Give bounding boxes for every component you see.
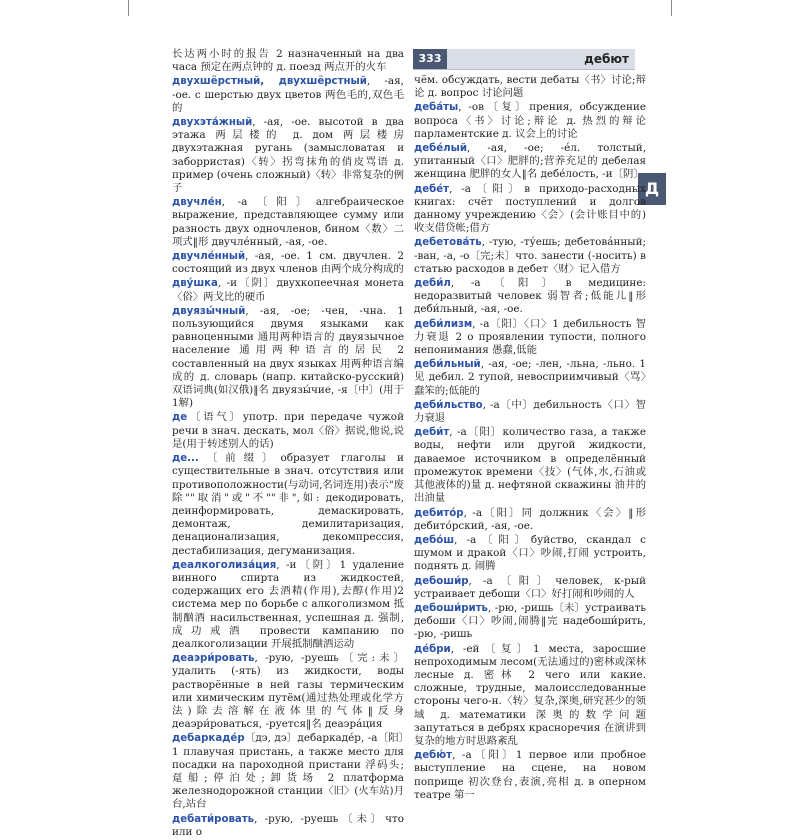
entry-headword: дебаркаде́р <box>172 733 245 745</box>
entry-headword: дву́шка <box>172 278 218 290</box>
dictionary-entry <box>414 426 646 505</box>
dictionary-entry <box>414 277 646 317</box>
entry-definition: , -ая, -ое. высотой в два этажа 两层楼的 д. дом 两层楼房 двухэтажная ругань (замысловатая и заборристая)〈转〉拐弯抹角的俏皮骂语 д. пример (очень сложный)〈转〉非常复杂的例子 <box>172 116 404 195</box>
entry-headword: двухэта́жный <box>172 117 253 129</box>
entry-definition: , -а〔阳〕〈口〉1 дебильность 智力衰退 2 о проявлении тупости, полного непонимания 愚蠢,低能 <box>414 317 646 357</box>
entry-headword: дебю́т <box>414 750 453 762</box>
entry-definition: , -ая, -ое. 1 см. двучлен. 2 состоящий из двух членов 由两个成分构成的 <box>172 250 404 276</box>
entry-headword: де <box>172 412 188 424</box>
entry-headword: двучле́н <box>172 197 222 209</box>
entry-definition: чём. обсуждать, вести дебаты〈书〉讨论;辩论 д. вопрос 讨论问题 <box>414 74 646 100</box>
entry-headword: деби́т <box>414 427 450 439</box>
thumb-index-letter: Д <box>638 173 666 205</box>
entry-definition: , -рую, -руешь〔完:未〕удалить (-ять) из жидкости, воды растворённые в ней газы термическим или химическим путём(通过热处理或化学方法)除去溶解在液体里的气体‖反身 деаэри́роваться, -руется‖名 деаэра́ция <box>172 652 404 731</box>
dictionary-entry <box>172 559 404 651</box>
entry-definition: , -а〔阳〕1 первое или пробное выступление на сцене, на новом поприще 初次登台,表演,亮相 д. в оперном театре 第一 <box>414 749 646 801</box>
right-column <box>414 74 646 803</box>
entry-definition: , -тую, -ту́ешь; дебетова́нный; -ван, -а, -о〔完;未〕что. занести (-носить) в статью расходов в дебет〈财〉记入借方 <box>414 236 646 275</box>
dictionary-entry <box>414 575 646 601</box>
entry-definition: , -ей〔复〕1 места, заросшие непроходимым лесом(无法通过的)密林或深林 лесные д. 密林 2 чего или какие. сложные, трудные, малоисследованные стороны чего-н.〈转〉复杂,深奥,研究甚少的领域 д. математики 深奥的数学问题 запутаться в дебрях красноречия 在演讲到复杂的地方时思路紊乱 <box>414 642 646 747</box>
dictionary-entry <box>172 75 404 115</box>
dictionary-entry <box>414 749 646 802</box>
entry-definition: 〔дэ, дэ〕дебаркаде́р, -а〔阳〕1 плавучая пристань, а также место для посадки на пароходной пристани 浮码头;趸船;停泊处;卸货场 2 платформа железнодорожной станции〈旧〉(火车站)月台,站台 <box>172 732 404 811</box>
dictionary-entry <box>172 116 404 195</box>
dictionary-entry <box>414 643 646 749</box>
dictionary-entry <box>172 452 404 558</box>
entry-definition: , -ая, -ое; -лен, -льна, -льно. 1 见 дебил. 2 тупой, невосприимчивый〈骂〉蠢笨的;低能的 <box>414 358 646 397</box>
dictionary-entry <box>414 358 646 398</box>
entry-headword: деби́л <box>414 278 451 290</box>
dictionary-entry <box>414 101 646 141</box>
entry-definition: 长达两小时的报告 2 назначенный на два часа 预定在两点钟的 д. поезд 两点开的火车 <box>172 48 404 74</box>
entry-definition: , -а〔阳〕в медицине: недоразвитый человек 弱智者;低能儿‖形 деби́льный, -ая, -ое. <box>414 277 646 316</box>
entry-headword: деба́ты <box>414 102 459 114</box>
dictionary-entry <box>414 183 646 236</box>
dictionary-entry <box>414 142 646 182</box>
entry-definition: , -рю, -ришь〔未〕устраивать дебоши〈口〉吵闹,闹腾‖完 надебоши́рить, -рю, -ришь <box>414 601 646 641</box>
dictionary-entry <box>172 411 404 451</box>
crop-mark-top-right <box>671 0 672 16</box>
crop-mark-top-left <box>128 0 129 16</box>
entry-definition: 〔前缀〕образует глаголы и существительные в знач. отсутствия или противоположности(与动词,名词连用)表示"废除""取消"或"不""非",如: декодировать, деинформировать, демаскировать, демонтаж, демилитаризация, денационализация, декомпрессия, дестабилизация, дегуманизация. <box>172 452 404 557</box>
entry-headword: дебоши́р <box>414 575 469 587</box>
entry-definition: , -и〔阴〕двухкопеечная монета〈俗〉两戈比的硬币 <box>172 277 404 303</box>
entry-definition: , -а〔阳〕количество газа, а также воды, нефти или другой жидкости, даваемое источником в определённый промежуток времени〈技〉(气体,水,石油或其他液体的)量 д. нефтяной скважины 油井的出油量 <box>414 426 646 505</box>
entry-headword: двухшёрстный, двухшёрстный <box>172 76 367 88</box>
entry-definition: , -ая, -ое. с шерстью двух цветов 两色毛的,双色毛的 <box>172 75 404 114</box>
entry-headword: деби́льный <box>414 359 481 371</box>
entry-headword: деаэри́ровать <box>172 653 255 665</box>
entry-headword: дебетова́ть <box>414 237 482 249</box>
page-header <box>413 49 635 70</box>
dictionary-entry <box>172 48 404 74</box>
entry-definition: , -ая, -ое; -е́л. толстый, упитанный〈口〉肥胖的;营养充足的 дебелая женщина 肥胖的女人‖名 дебе́лость, -и〔阴〕 <box>414 142 646 181</box>
dictionary-entry <box>172 196 404 249</box>
entry-headword: дебати́ровать <box>172 813 255 825</box>
entry-definition: , -и〔阴〕1 удаление винного спирта из жидкостей, содержащих его 去酒精(作用),去醇(作用)2 система мер по борьбе с алкоголизмом 抵制酗酒 насильственная, успешная д. 强制,成功戒酒 провести кампанию по деалкоголизации 开展抵制酗酒运动 <box>172 558 404 650</box>
entry-headword: двуязы́чный <box>172 305 246 317</box>
entry-definition: , -рую, -руешь〔未〕что или о <box>172 812 404 838</box>
dictionary-entry <box>414 399 646 425</box>
entry-headword: де́бри <box>414 643 451 655</box>
entry-definition: , -а〔阳〕同 должник〈会〉‖形 дебито́рский, -ая, -ое. <box>414 506 646 532</box>
entry-headword: деалкоголиза́ция <box>172 559 277 571</box>
left-column <box>172 48 404 840</box>
entry-definition: , -а〔阳〕буйство, скандал с шумом и дракой〈口〉吵闹,打闹 устроить, поднять д. 闹腾 <box>414 533 646 573</box>
dictionary-entry <box>172 277 404 303</box>
entry-definition: , -а〔中〕дебильность〈口〉智力衰退 <box>414 398 646 425</box>
dictionary-entry <box>172 813 404 839</box>
entry-headword: дебе́т <box>414 183 450 195</box>
dictionary-entry <box>172 250 404 276</box>
page-number: 333 <box>413 49 447 69</box>
entry-definition: , -ая, -ое; -чен, -чна. 1 пользующийся двумя языками как равноценными 通用两种语言的 двуязычное население 通用两种语言的居民 2 составленный на двух языках 用两种语言编成的 д. словарь (напр. китайско-русский) 双语词典(如汉俄)‖名 двуязы́чие, -я〔中〕(用于1解) <box>172 304 404 410</box>
dictionary-entry <box>172 652 404 731</box>
dictionary-entry <box>414 74 646 100</box>
entry-definition: , -а〔阳〕алгебраическое выражение, представляющее сумму или разность двух одночленов, бином〈数〉二项式‖形 двучле́нный, -ая, -ое. <box>172 196 404 248</box>
entry-definition: , -а〔阳〕человек, к-рый устраивает дебоши〈口〉好打闹和吵闹的人 <box>414 574 646 600</box>
dictionary-entry <box>414 507 646 533</box>
entry-headword: деби́лизм <box>414 318 473 330</box>
entry-headword: дебоши́рить <box>414 602 488 614</box>
dictionary-entry <box>414 318 646 358</box>
entry-headword: деби́льство <box>414 399 483 411</box>
entry-headword: де... <box>172 453 199 465</box>
entry-headword: двучле́нный <box>172 251 246 263</box>
entry-headword: дебито́р <box>414 507 464 519</box>
dictionary-entry <box>172 305 404 411</box>
entry-definition: , -ов〔复〕прения, обсуждение вопроса〈书〉讨论;辩论 д. 热烈的辩论 парламентские д. 议会上的讨论 <box>414 101 646 140</box>
entry-definition: 〔语气〕употр. при передаче чужой речи в знач. дескать, мол〈俗〉据说,他说,说是(用于转述别人的话) <box>172 411 404 450</box>
entry-headword: дебо́ш <box>414 534 455 546</box>
entry-definition: , -а〔阳〕в приходо-расходных книгах: счёт поступлений и долгов данному учреждению〈会〉(会计账目中的)收支借贷帐;借方 <box>414 182 646 235</box>
guide-word: дебют <box>584 52 629 66</box>
entry-headword: дебе́лый <box>414 143 467 155</box>
dictionary-entry <box>414 602 646 642</box>
dictionary-entry <box>414 236 646 276</box>
dictionary-entry <box>414 534 646 574</box>
